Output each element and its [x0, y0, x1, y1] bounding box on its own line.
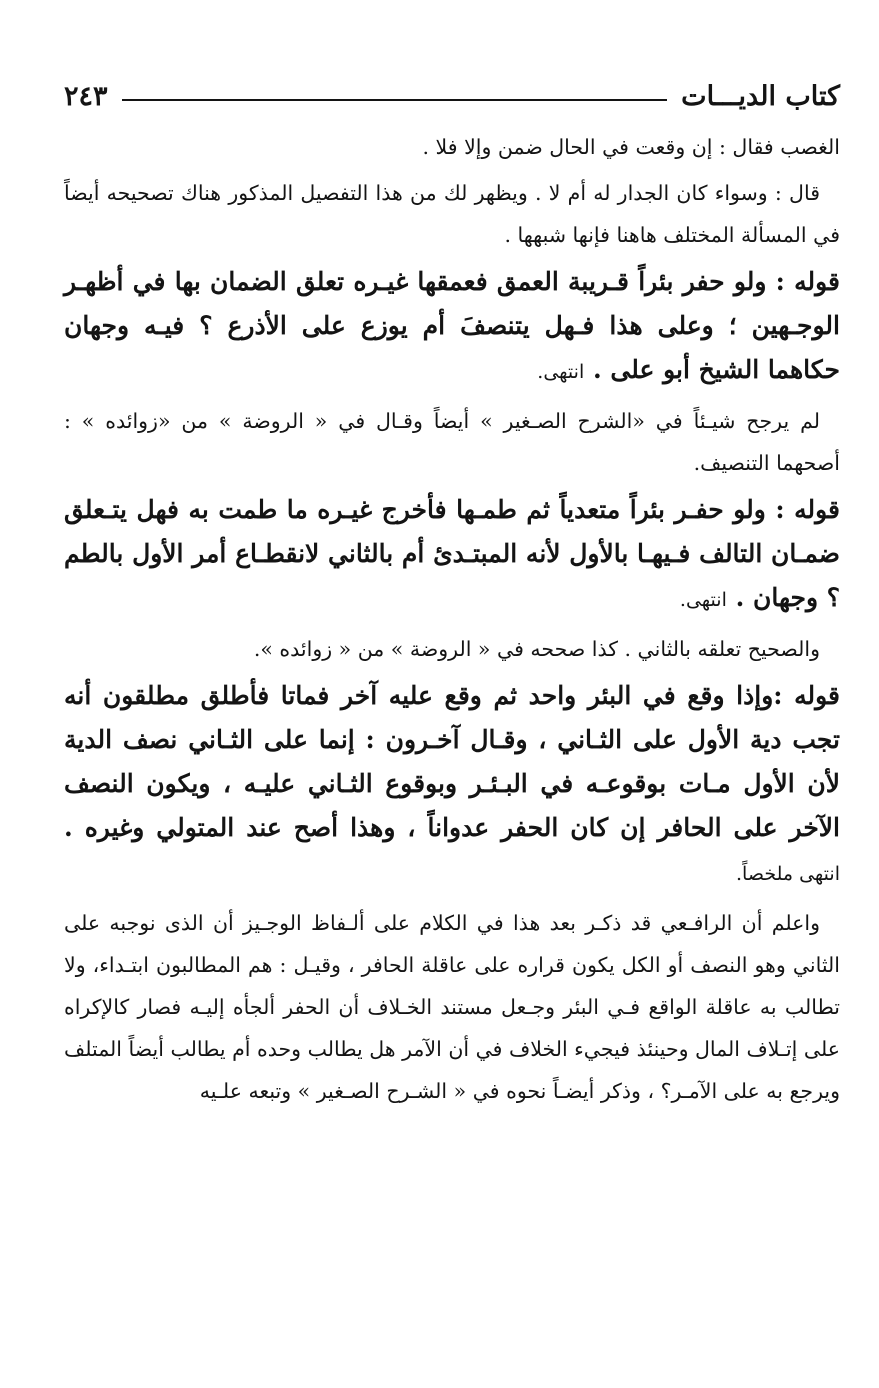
quoted-passage	[64, 260, 840, 394]
book-page	[64, 72, 840, 1116]
quoted-passage	[64, 488, 840, 622]
commentary-paragraph	[64, 400, 840, 484]
commentary-paragraph	[64, 902, 840, 1112]
quote-text: قوله :وإذا وقع في البئر واحد ثم وقع عليه آخر فماتا فأطلق مطلقون أنه تجب دية الأول على الثـاني ، وقـال آخـرون : إنما على الثـاني نصف الدية لأن الأول مـات بوقوعـه في البـئـر وبوقوع الثـاني عليـه ، ويكون النصف الآخر على الحافر إن كان الحفر عدواناً ، وهذا أصح عند المتولي وغيره .	[64, 681, 841, 842]
paragraph-text: لم يرجح شيـئاً في «الشرح الصـغير » أيضاً وقـال في « الروضة » من «زوائده » : أصحهما التنصيف.	[64, 409, 840, 475]
commentary-paragraph	[64, 628, 840, 670]
quote-text: قوله : ولو حفر بئراً قـريبة العمق فعمقها غيـره تعلق الضمان بها في أظهـر الوجـهين ؛ وعلى هذا فـهل يتنصفَ أم يوزع على الأذرع ؟ فيـه وجهان حكاهما الشيخ أبو على .	[64, 267, 840, 384]
header-rule	[122, 99, 668, 101]
quote-end-marker: انتهى.	[679, 589, 727, 611]
book-title: كتاب الديـــات	[681, 80, 840, 112]
paragraph-text: واعلم أن الرافـعي قد ذكـر بعد هذا في الكلام على ألـفاظ الوجـيز أن الذى نوجبه على الثاني وهو النصف أو الكل يكون قراره على عاقلة الحافر ، وقيـل : هم المطالبون ابتـداء، ولا تطالب به عاقلة الواقع فـي البئر وجـعل مستند الخـلاف أن الحفر ألجأه إليـه فصار كالإكراه على إتـلاف المال وحينئذ فيجيء الخلاف في أن الآمر هل يطالب وحده أم يطالب أيضاً المتلف ويرجع به على الآمـر؟ ، وذكر أيضـاً نحوه في « الشـرح الصـغير » وتبعه علـيه	[64, 911, 841, 1103]
commentary-paragraph	[64, 172, 840, 256]
running-header	[64, 72, 840, 120]
quote-end-marker: انتهى.	[537, 361, 585, 383]
paragraph-text: الغصب فقال : إن وقعت في الحال ضمن وإلا فلا .	[422, 135, 840, 159]
quote-end-marker: انتهى ملخصاً.	[736, 863, 840, 885]
quote-text: قوله : ولو حفـر بئراً متعدياً ثم طمـها فأخرج غيـره ما طمت به فهل يتـعلق ضمـان التالف فـيهـا بالأول لأنه المبتـدئ أم بالثاني لانقطـاع أمر الأول بالطم ؟ وجهان .	[64, 495, 840, 612]
paragraph-text: قال : وسواء كان الجدار له أم لا . ويظهر لك من هذا التفصيل المذكور هناك تصحيحه أيضاً في المسألة المختلف هاهنا فإنها شبهها .	[64, 181, 840, 247]
commentary-paragraph	[64, 126, 840, 168]
paragraph-text: والصحيح تعلقه بالثاني . كذا صححه في « الروضة » من « زوائده ».	[253, 637, 820, 661]
page-number: ٢٤٣	[64, 80, 108, 112]
quoted-passage	[64, 674, 840, 896]
